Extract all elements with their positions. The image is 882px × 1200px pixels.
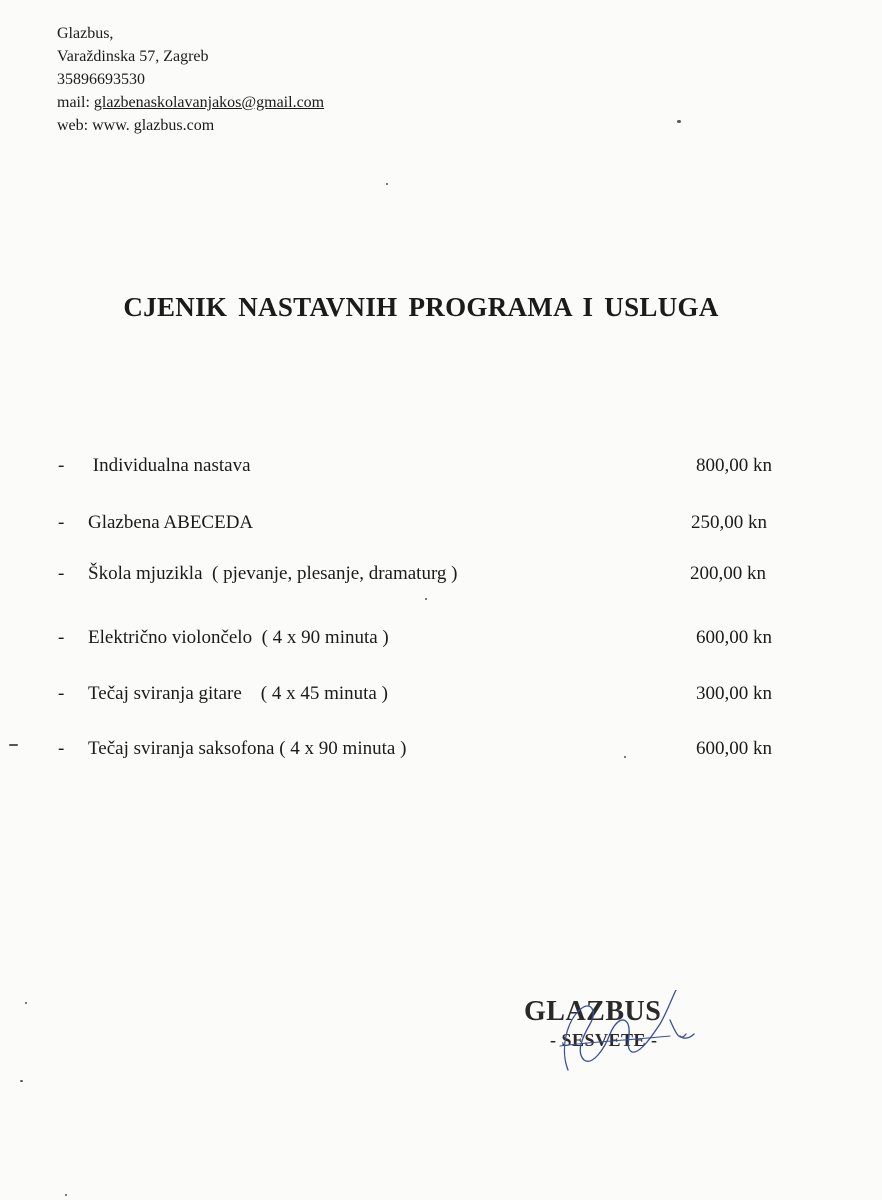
item-label: Tečaj sviranja gitare ( 4 x 45 minuta ): [88, 683, 388, 704]
item-label: Glazbena ABECEDA: [88, 512, 254, 533]
bullet-dash: -: [58, 563, 65, 584]
price-item: [58, 563, 772, 589]
handwritten-signature: [520, 990, 710, 1080]
item-price: 600,00 kn: [696, 627, 772, 648]
item-price: 800,00 kn: [696, 455, 772, 476]
price-item: [58, 455, 772, 481]
company-address: Varaždinska 57, Zagreb: [57, 48, 209, 65]
stamp-name: GLAZBUS: [524, 996, 662, 1027]
bullet-dash: -: [58, 512, 65, 533]
scan-speck: [20, 1080, 23, 1082]
price-item: [58, 683, 772, 709]
item-label: Individualna nastava: [88, 455, 251, 476]
scan-speck: [65, 1194, 67, 1196]
company-phone: 35896693530: [57, 71, 145, 88]
scan-speck: [386, 183, 388, 185]
company-stamp: [520, 990, 710, 1080]
scan-speck: [25, 1002, 27, 1004]
item-price: 200,00 kn: [690, 563, 766, 584]
scan-speck: [425, 598, 427, 600]
bullet-dash: -: [58, 627, 65, 648]
item-label: Tečaj sviranja saksofona ( 4 x 90 minuta ): [88, 738, 407, 759]
price-item: [58, 627, 772, 653]
item-price: 250,00 kn: [691, 512, 767, 533]
company-web: web: www. glazbus.com: [57, 117, 215, 134]
mail-link[interactable]: glazbenaskolavanjakos@gmail.com: [93, 94, 325, 111]
document-title: CJENIK NASTAVNIH PROGRAMA I USLUGA: [123, 292, 719, 322]
mail-label: mail:: [57, 94, 94, 111]
price-item: [58, 512, 772, 538]
item-price: 300,00 kn: [696, 683, 772, 704]
company-name: Glazbus,: [57, 25, 114, 42]
bullet-dash: -: [58, 738, 65, 759]
item-price: 600,00 kn: [696, 738, 772, 759]
stamp-location: - SESVETE -: [550, 1030, 658, 1050]
item-label: Električno violončelo ( 4 x 90 minuta ): [88, 627, 389, 648]
scan-speck: [677, 120, 681, 123]
signature-stroke: [564, 990, 694, 1070]
signature-underline: [560, 1036, 670, 1046]
bullet-dash: -: [58, 455, 65, 476]
scan-speck: [9, 744, 18, 746]
item-label: Škola mjuzikla ( pjevanje, plesanje, dramaturg ): [88, 563, 458, 584]
scan-speck: [624, 756, 626, 758]
bullet-dash: -: [58, 683, 65, 704]
price-item: [58, 738, 772, 764]
